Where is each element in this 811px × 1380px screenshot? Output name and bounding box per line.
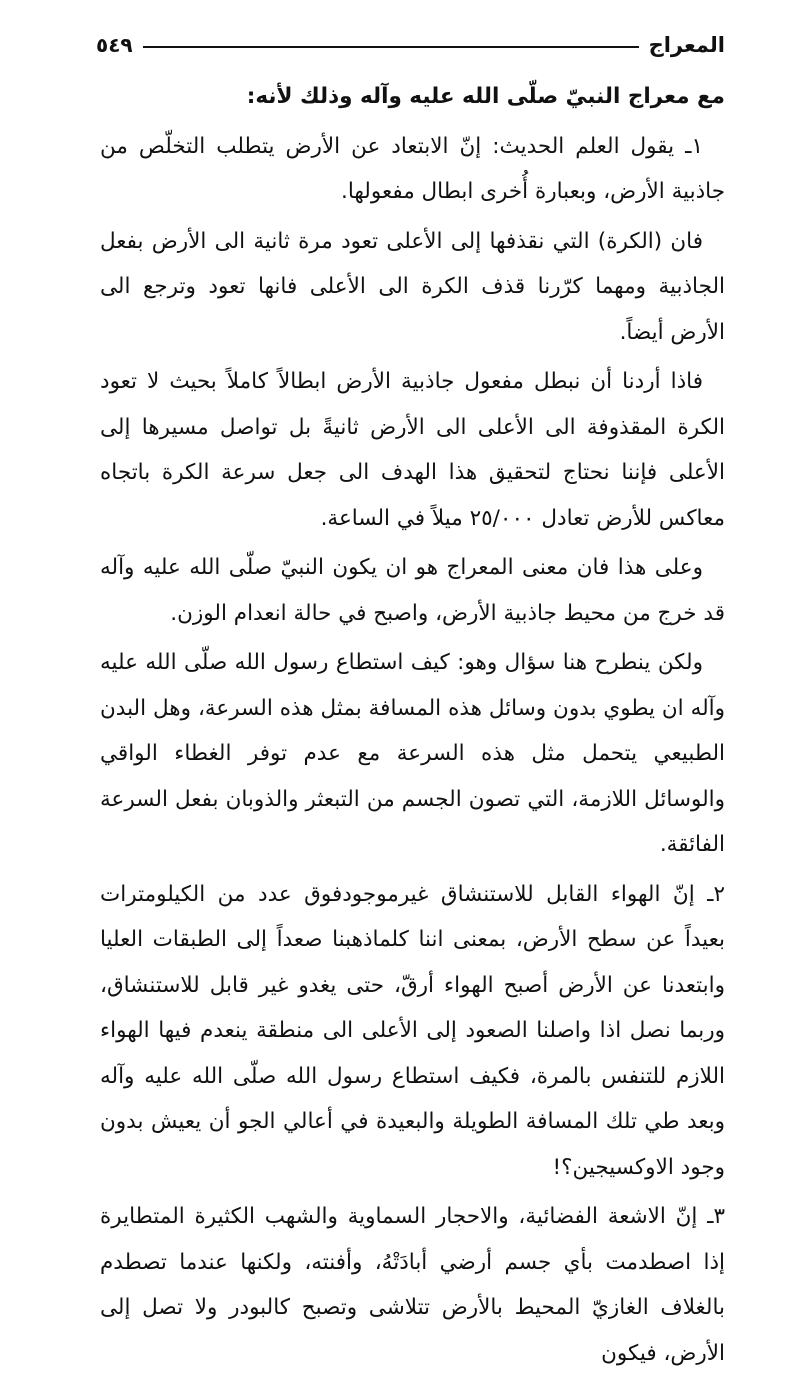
header-rule [143, 46, 639, 48]
intro-line: مع معراج النبيّ صلّى الله عليه وآله وذلك لأنه: [246, 84, 725, 109]
paragraph-point-2: ٢ـ إنّ الهواء القابل للاستنشاق غيرموجودفوق عدد من الكيلومترات بعيداً عن سطح الأرض، بمعنى اننا كلماذهبنا صعداً إلى الطبقات العليا وابتعدنا عن الأرض أصبح الهواء أرقّ، حتى يغدو غير قابل للاستنشاق، وربما نصل اذا واصلنا الصعود إلى الأعلى الى منطقة ينعدم فيها الهواء اللازم للتنفس بالمرة، فكيف استطاع رسول الله صلّى الله عليه وآله وبعد طي تلك المسافة الطويلة والبعيدة في أعالي الجو أن يعيش بدون وجود الاوكسيجين؟! [100, 881, 725, 1180]
paragraph-speed-question: ولكن ينطرح هنا سؤال وهو: كيف استطاع رسول الله صلّى الله عليه وآله ان يطوي بدون وسائل هذه المسافة بمثل هذه السرعة، وهل البدن الطبيعي يتحمل مثل هذه السرعة مع عدم توفر الغطاء الواقي والوسائل اللازمة، التي تصون الجسم من التبعثر والذوبان بفعل السرعة الفائقة. [100, 650, 725, 857]
paragraph-weightlessness: وعلى هذا فان معنى المعراج هو ان يكون النبيّ صلّى الله عليه وآله قد خرج من محيط جاذبية الأرض، واصبح في حالة انعدام الوزن. [100, 555, 725, 626]
paragraph-ball-example: فان (الكرة) التي نقذفها إلى الأعلى تعود مرة ثانية الى الأرض بفعل الجاذبية ومهما كرّرنا قذف الكرة الى الأعلى فانها تعود وترجع الى الأرض أيضاً. [100, 228, 725, 345]
page-body [100, 74, 725, 1380]
paragraph-escape-velocity: فاذا أردنا أن نبطل مفعول جاذبية الأرض ابطالاً كاملاً بحيث لا تعود الكرة المقذوفة الى الأعلى الى الأرض ثانيةً بل تواصل مسيرها إلى الأعلى فإننا نحتاج لتحقيق هذا الهدف الى جعل سرعة الكرة باتجاه معاكس للأرض تعادل ٢٥/٠٠٠ ميلاً في الساعة. [100, 369, 725, 531]
page-number: ٥٤٩ [96, 33, 133, 57]
running-title: المعراج [648, 33, 725, 57]
paragraph-point-3: ٣ـ إنّ الاشعة الفضائية، والاحجار السماوية والشهب الكثيرة المتطايرة إذا اصطدمت بأي جسم أرضي أبادَتْهُ، وأفنته، ولكنها عندما تصطدم بالغلاف الغازيّ المحيط بالأرض تتلاشى وتصبح كالبودر ولا تصل إلى الأرض، فيكون [100, 1204, 725, 1366]
paragraph-point-1: ١ـ يقول العلم الحديث: إنّ الابتعاد عن الأرض يتطلب التخلّص من جاذبية الأرض، وبعبارة أُخرى ابطال مفعولها. [100, 133, 725, 204]
page-header [96, 28, 725, 62]
